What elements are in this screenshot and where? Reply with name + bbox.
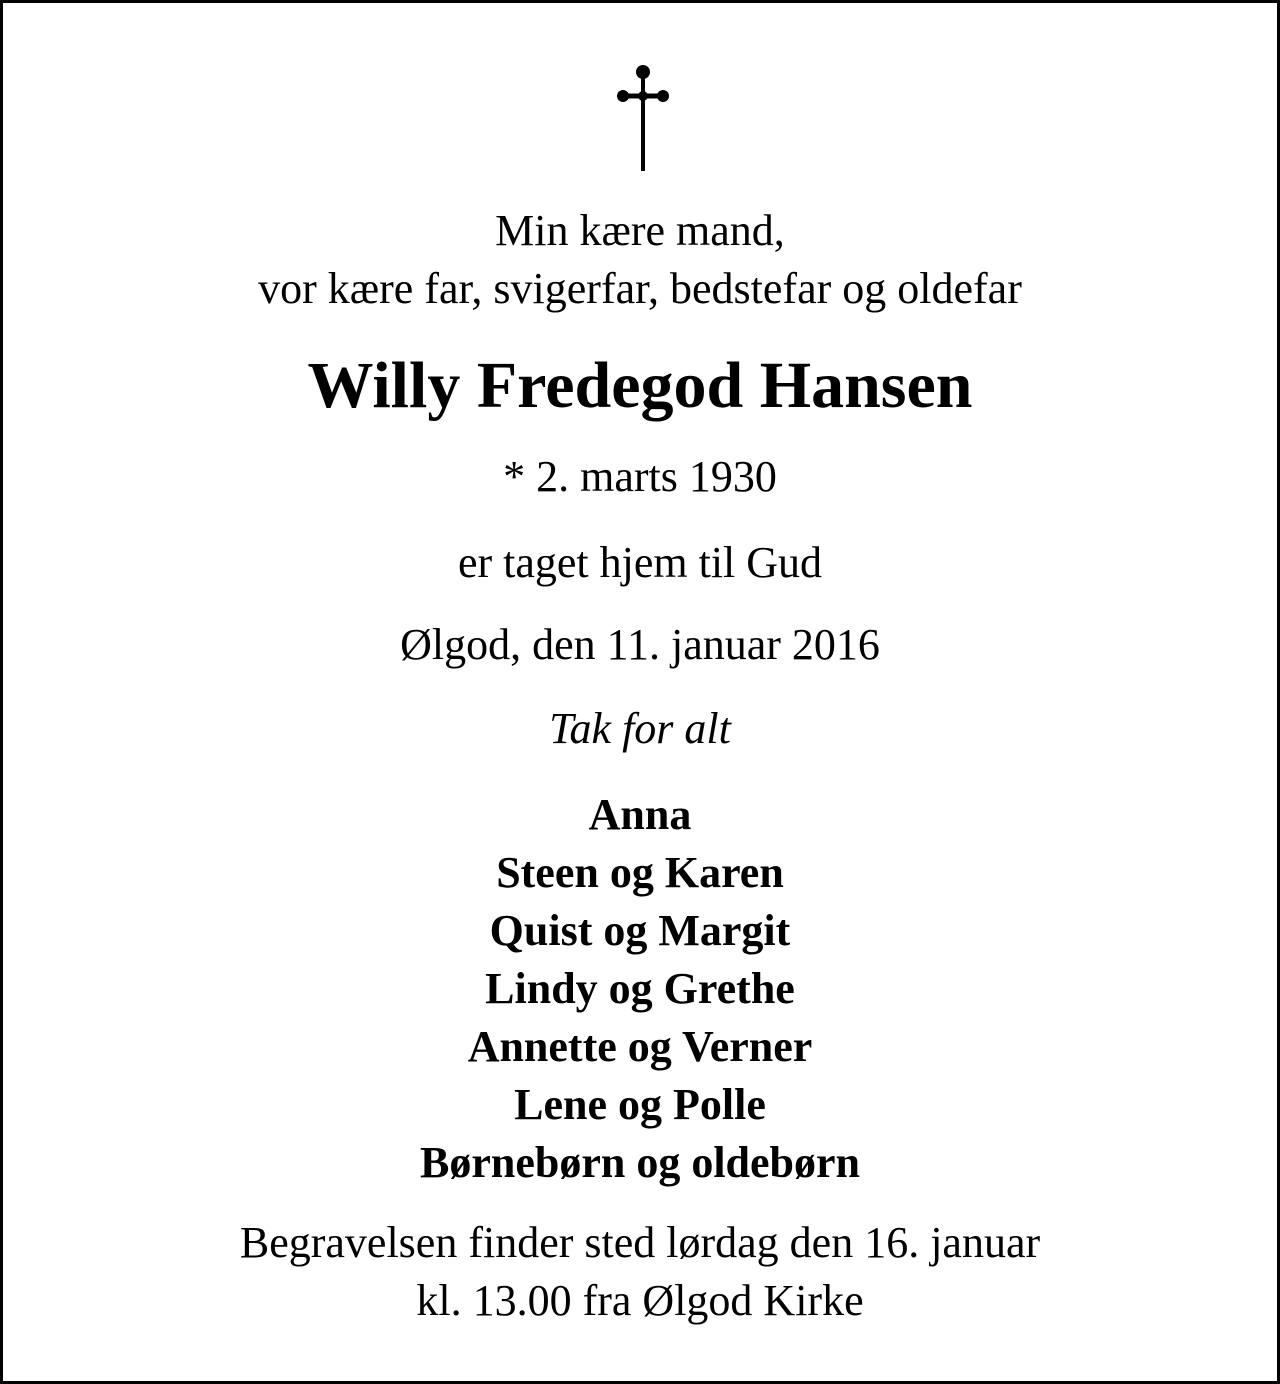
passed-text: er taget hjem til Gud <box>457 538 823 587</box>
intro-line-2: vor kære far, svigerfar, bedstefar og oldefar <box>258 264 1022 313</box>
place-date: Ølgod, den 11. januar 2016 <box>400 620 880 669</box>
birth-date: * 2. marts 1930 <box>503 452 777 501</box>
family-line: Annette og Verner <box>467 1022 813 1071</box>
family-line: Lene og Polle <box>514 1080 766 1129</box>
intro-line-1: Min kære mand, <box>495 206 785 255</box>
family-line: Quist og Margit <box>489 906 791 955</box>
thanks-text: Tak for alt <box>549 704 731 753</box>
family-line: Børnebørn og oldebørn <box>419 1138 861 1187</box>
funeral-line-2: kl. 13.00 fra Ølgod Kirke <box>416 1276 864 1325</box>
funeral-line-1: Begravelsen finder sted lørdag den 16. januar <box>239 1218 1041 1267</box>
family-line: Anna <box>588 790 692 839</box>
cross-icon <box>615 63 671 173</box>
deceased-name: Willy Fredegod Hansen <box>307 349 973 422</box>
family-line: Lindy og Grethe <box>485 964 795 1013</box>
family-line: Steen og Karen <box>496 848 784 897</box>
